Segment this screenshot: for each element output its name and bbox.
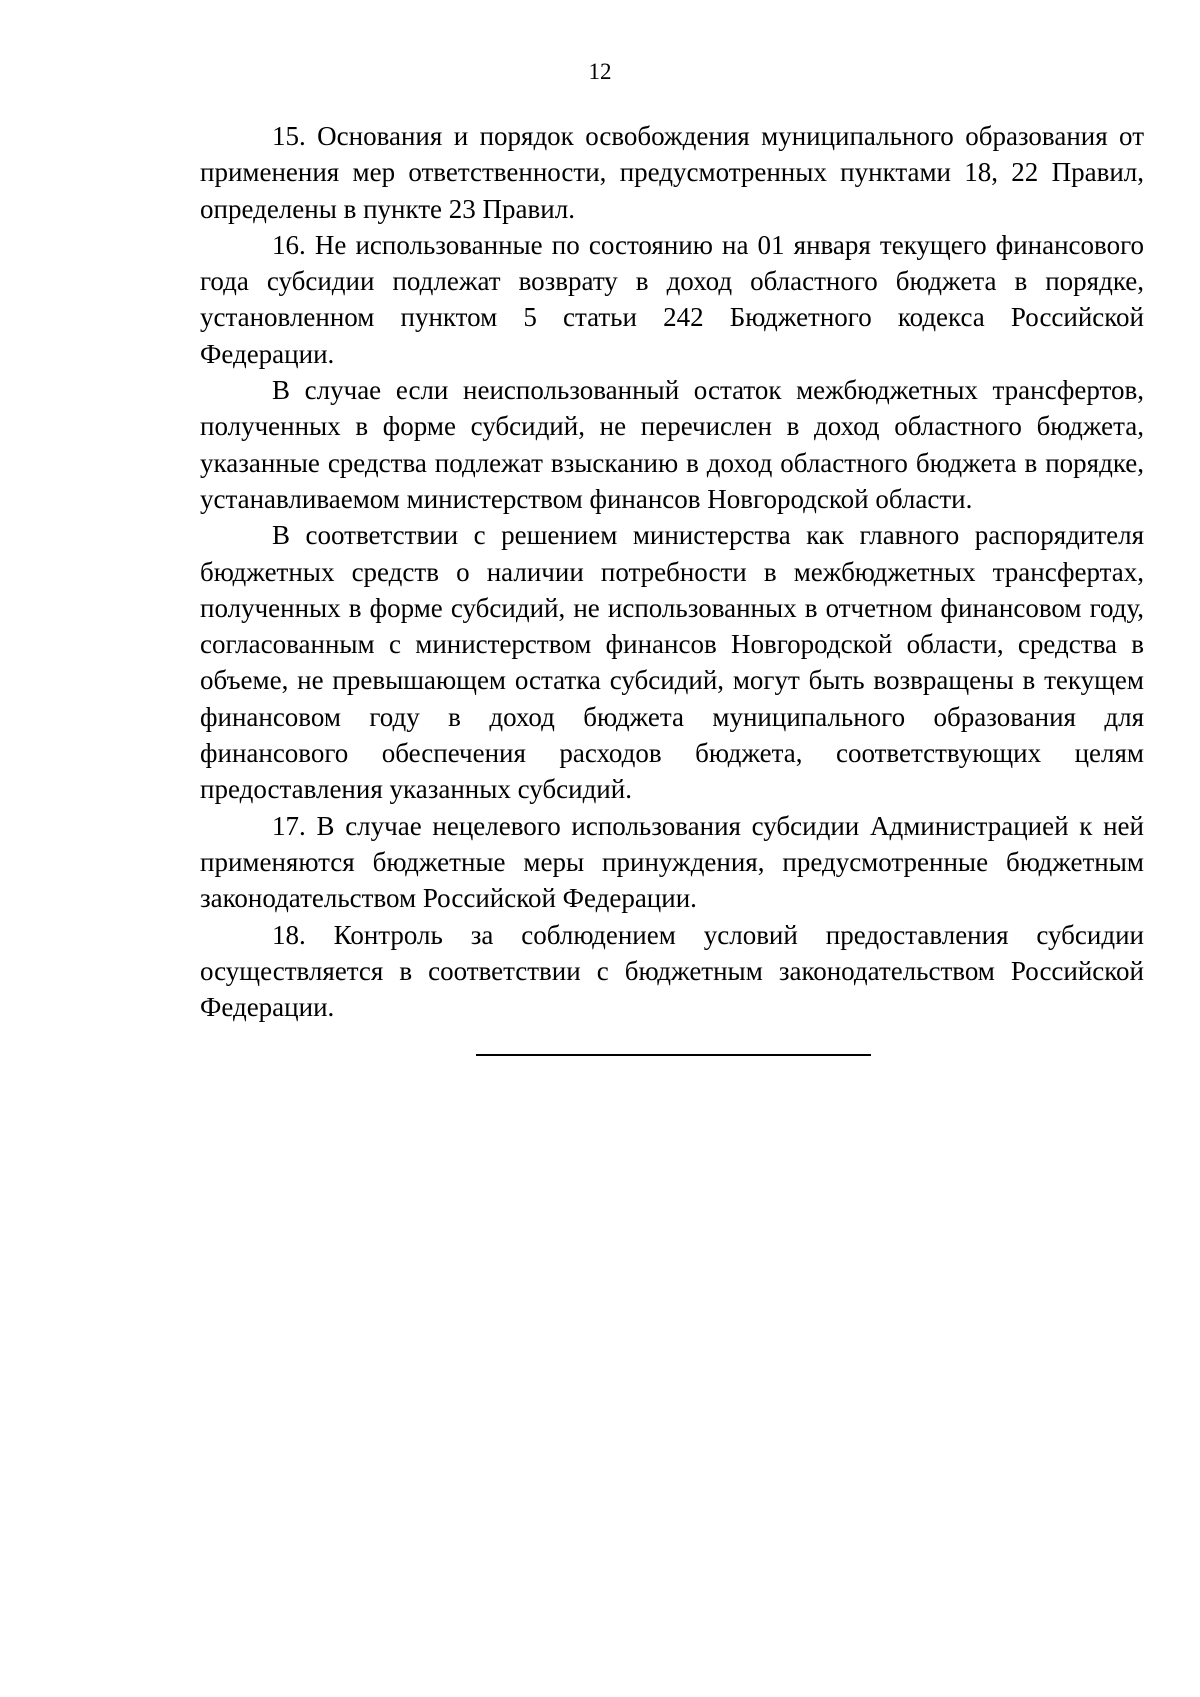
end-of-document-rule: [476, 1054, 871, 1056]
paragraph-clause-15: 15. Основания и порядок освобождения муниципального образования от применения мер ответственности, предусмотренных пунктами 18, 22 Правил, определены в пункте 23 Правил.: [200, 121, 1144, 224]
page-number: 12: [588, 59, 612, 84]
paragraph-clause-17: 17. В случае нецелевого использования субсидии Администрацией к ней применяются бюджетные меры принуждения, предусмотренные бюджетным законодательством Российской Федерации.: [200, 810, 1144, 914]
paragraph-clause-16: 16. Не использованные по состоянию на 01 января текущего финансового года субсидии подлежат возврату в доход областного бюджета в порядке, установленном пунктом 5 статьи 242 Бюджетного кодекса Российской Федерации.: [200, 229, 1144, 369]
document-body: [200, 118, 1144, 1025]
paragraph-unspent-balance: В случае если неиспользованный остаток межбюджетных трансфертов, полученных в форме субсидий, не перечислен в доход областного бюджета, указанные средства подлежат взысканию в доход областного бюджета в порядке, устанавливаемом министерством финансов Новгородской области.: [200, 375, 1144, 514]
paragraph-return-decision: В соответствии с решением министерства как главного распорядителя бюджетных средств о наличии потребности в межбюджетных трансфертах, полученных в форме субсидий, не использованных в отчетном финансовом году, согласованным с министерством финансов Новгородской области, средства в объеме, не превышающем остатка субсидий, могут быть возвращены в текущем финансовом году в доход бюджета муниципального образования для финансового обеспечения расходов бюджета, соответствующих целям предоставления указанных субсидий.: [200, 520, 1144, 805]
paragraph-clause-18: 18. Контроль за соблюдением условий предоставления субсидии осуществляется в соответствии с бюджетным законодательством Российской Федерации.: [200, 919, 1144, 1023]
